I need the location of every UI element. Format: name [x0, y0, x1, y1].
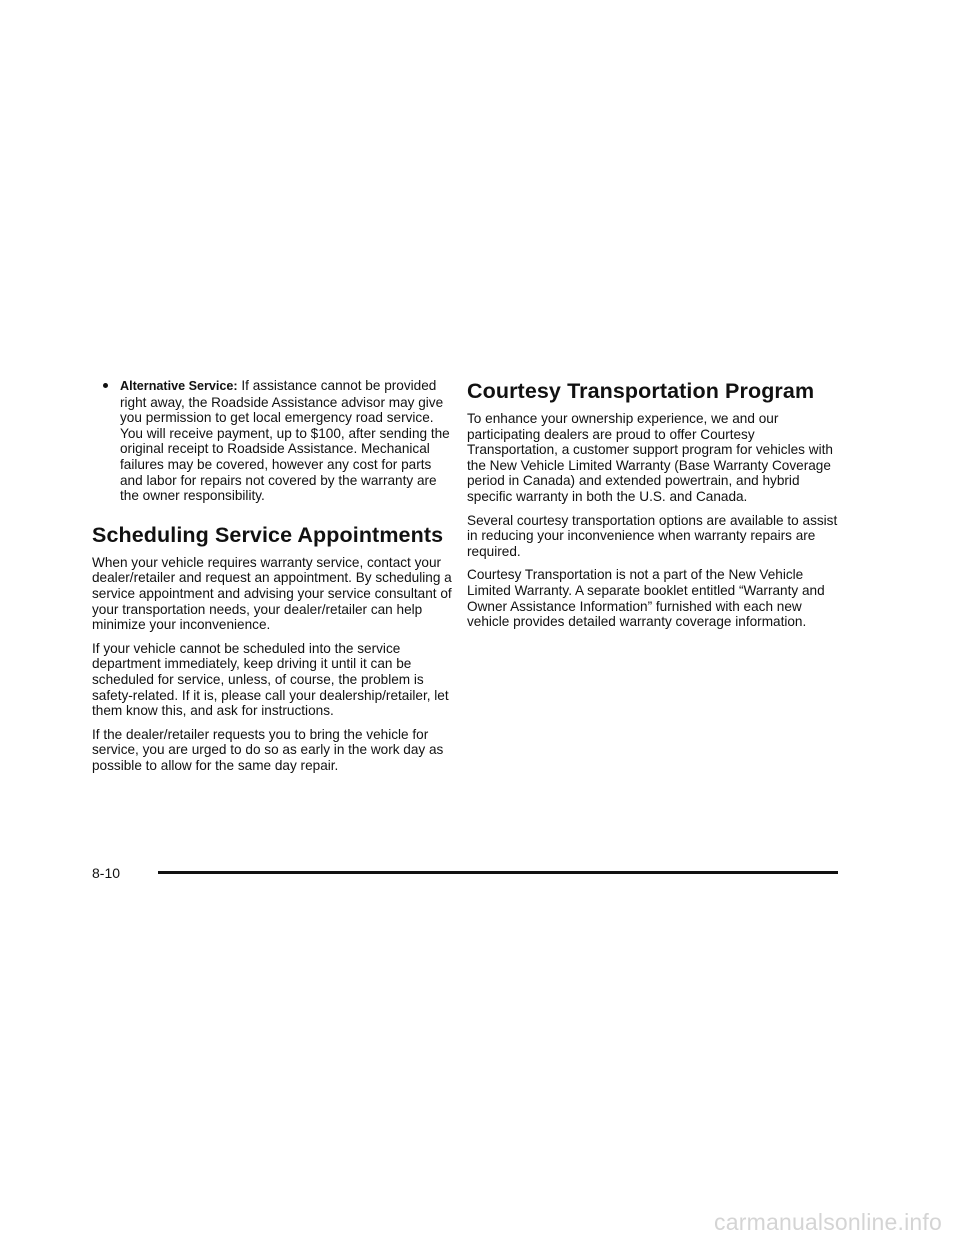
bullet-text: If assistance cannot be provided right away, the Roadside Assistance advisor may give you permission to get local emergency road service. You will receive payment, up to $100, after sending the original receipt to Roadside Assistance. Mechanical failures may be covered, however any cost for parts and labor for repairs not covered by the warranty are the owner responsibility.: [120, 378, 450, 504]
courtesy-paragraph-1: To enhance your ownership experience, we and our participating dealers are proud to offer Courtesy Transportation, a customer support program for vehicles with the New Vehicle Limited Warranty (Base Warranty Coverage period in Canada) and extended powertrain, and hybrid specific warranty in both the U.S. and Canada.: [467, 411, 833, 504]
courtesy-paragraph-3: Courtesy Transportation is not a part of the New Vehicle Limited Warranty. A separate booklet entitled “Warranty and Owner Assistance Information” furnished with each new vehicle provides detailed warranty coverage information.: [467, 567, 825, 630]
scheduling-paragraph-2: If your vehicle cannot be scheduled into the service department immediately, keep driving it until it can be scheduled for service, unless, of course, the problem is safety-related. If it is, please call your dealership/retailer, let them know this, and ask for instructions.: [92, 640, 449, 719]
alternative-service-bullet: [92, 378, 454, 504]
watermark: carmanualsonline.info: [714, 1209, 942, 1235]
scheduling-paragraph-3: If the dealer/retailer requests you to bring the vehicle for service, you are urged to do so as early in the work day as possible to allow for the same day repair.: [92, 726, 444, 773]
left-column: [92, 378, 454, 781]
right-column: [467, 378, 839, 638]
page-number: 8-10: [92, 865, 121, 881]
courtesy-paragraph-2: Several courtesy transportation options are available to assist in reducing your inconvenience when warranty repairs are required.: [467, 512, 838, 559]
scheduling-paragraph-1: When your vehicle requires warranty service, contact your dealer/retailer and request an appointment. By scheduling a service appointment and advising your service consultant of your transportation needs, your dealer/retailer can help minimize your inconvenience.: [92, 554, 452, 633]
scheduling-heading: Scheduling Service Appointments: [92, 522, 444, 547]
footer-rule: [158, 871, 838, 874]
bullet-dot-icon: [103, 383, 108, 388]
courtesy-heading: Courtesy Transportation Program: [467, 379, 815, 403]
bullet-label: Alternative Service:: [120, 379, 238, 393]
